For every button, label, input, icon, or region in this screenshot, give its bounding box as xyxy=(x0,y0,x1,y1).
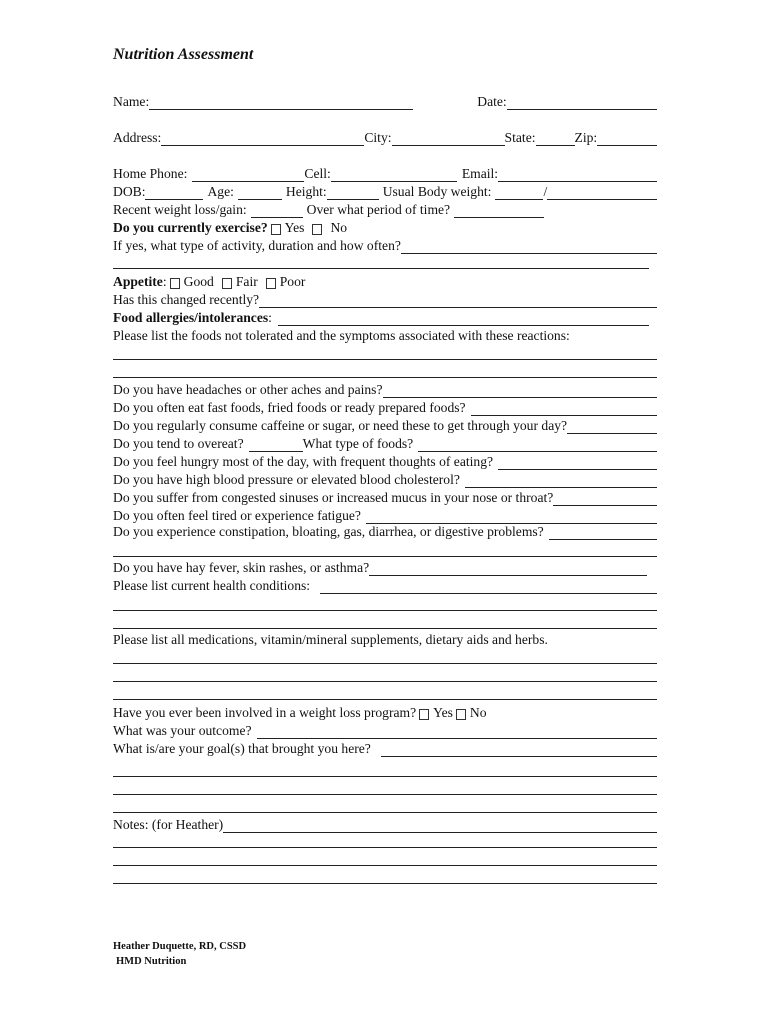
changed-field[interactable] xyxy=(259,295,657,308)
address-row xyxy=(113,128,657,146)
appetite-row xyxy=(113,272,657,290)
appetite-poor-checkbox[interactable] xyxy=(266,278,276,289)
age-label: Age: xyxy=(207,184,234,199)
headaches-field[interactable] xyxy=(383,385,658,398)
activity-field[interactable] xyxy=(401,241,657,254)
medications-line-1[interactable] xyxy=(113,663,657,664)
height-label: Height: xyxy=(285,184,327,199)
weight-slash: / xyxy=(543,184,548,199)
notes-field[interactable] xyxy=(223,820,657,833)
exercise-label: Do you currently exercise? xyxy=(113,220,268,235)
health-line-2[interactable] xyxy=(113,628,657,629)
notes-label: Notes: (for Heather) xyxy=(113,817,224,832)
weight-program-row xyxy=(113,703,657,721)
blood-pressure-field[interactable] xyxy=(465,475,657,488)
sinuses-field[interactable] xyxy=(553,493,657,506)
notes-line-3[interactable] xyxy=(113,883,657,884)
period-label: Over what period of time? xyxy=(306,202,451,217)
address-label: Address: xyxy=(113,130,162,145)
hungry-row xyxy=(113,452,657,470)
name-field[interactable] xyxy=(149,97,413,110)
date-label: Date: xyxy=(477,94,507,109)
goals-label: What is/are your goal(s) that brought you here? xyxy=(113,741,371,756)
exercise-no-checkbox[interactable] xyxy=(312,224,322,235)
allergies-list-row xyxy=(113,326,657,344)
email-label: Email: xyxy=(461,166,499,181)
exercise-yes-label: Yes xyxy=(284,220,305,235)
activity-row xyxy=(113,236,657,254)
food-type-label: What type of foods? xyxy=(302,436,414,451)
changed-label: Has this changed recently? xyxy=(113,292,260,307)
allergies-colon: : xyxy=(268,310,272,325)
dob-label: DOB: xyxy=(113,184,146,199)
goals-line-1[interactable] xyxy=(113,776,657,777)
blood-pressure-label: Do you have high blood pressure or elevated blood cholesterol? xyxy=(113,472,460,487)
hay-fever-row xyxy=(113,558,647,576)
activity-line[interactable] xyxy=(113,268,649,269)
sinuses-label: Do you suffer from congested sinuses or increased mucus in your nose or throat? xyxy=(113,490,554,505)
recent-weight-field[interactable] xyxy=(251,205,303,218)
appetite-fair-checkbox[interactable] xyxy=(222,278,232,289)
weight-program-no-label: No xyxy=(469,705,487,720)
allergies-label: Food allergies/intolerances xyxy=(113,310,269,325)
usual-weight-field-2[interactable] xyxy=(547,187,657,200)
notes-row xyxy=(113,815,657,833)
digestive-line[interactable] xyxy=(113,556,657,557)
name-label: Name: xyxy=(113,94,150,109)
allergies-list-label: Please list the foods not tolerated and the symptoms associated with these reactions: xyxy=(113,328,570,343)
overeat-label: Do you tend to overeat? xyxy=(113,436,244,451)
caffeine-row xyxy=(113,416,657,434)
date-field[interactable] xyxy=(507,97,657,110)
allergies-row xyxy=(113,308,649,326)
digestive-label: Do you experience constipation, bloating, gas, diarrhea, or digestive problems? xyxy=(113,524,544,539)
health-conditions-label: Please list current health conditions: xyxy=(113,578,311,593)
headaches-label: Do you have headaches or other aches and pains? xyxy=(113,382,383,397)
name-date-row xyxy=(113,92,657,110)
zip-field[interactable] xyxy=(597,133,657,146)
goals-row xyxy=(113,739,657,757)
health-line-1[interactable] xyxy=(113,610,657,611)
footer-name: Heather Duquette, RD, CSSD xyxy=(113,941,247,952)
changed-row xyxy=(113,290,657,308)
appetite-good-label: Good xyxy=(183,274,214,289)
food-type-field[interactable] xyxy=(418,439,657,452)
home-phone-label: Home Phone: xyxy=(113,166,188,181)
appetite-good-checkbox[interactable] xyxy=(170,278,180,289)
usual-weight-label: Usual Body weight: xyxy=(382,184,492,199)
notes-line-2[interactable] xyxy=(113,865,657,866)
state-label: State: xyxy=(504,130,536,145)
weight-program-yes-checkbox[interactable] xyxy=(419,709,429,720)
fast-foods-row xyxy=(113,398,657,416)
health-conditions-row xyxy=(113,576,657,594)
phone-row xyxy=(113,164,657,182)
fast-foods-field[interactable] xyxy=(471,403,657,416)
outcome-label: What was your outcome? xyxy=(113,723,252,738)
goals-line-3[interactable] xyxy=(113,812,657,813)
exercise-no-label: No xyxy=(330,220,348,235)
medications-label: Please list all medications, vitamin/mineral supplements, dietary aids and herbs. xyxy=(113,632,548,647)
medications-line-2[interactable] xyxy=(113,681,657,682)
overeat-row xyxy=(113,434,657,452)
appetite-fair-label: Fair xyxy=(235,274,258,289)
allergies-field[interactable] xyxy=(278,313,649,326)
dob-field[interactable] xyxy=(145,187,203,200)
recent-weight-label: Recent weight loss/gain: xyxy=(113,202,247,217)
goals-field[interactable] xyxy=(381,744,657,757)
overeat-field[interactable] xyxy=(249,439,303,452)
weight-program-no-checkbox[interactable] xyxy=(456,709,466,720)
address-field[interactable] xyxy=(161,133,364,146)
medications-line-3[interactable] xyxy=(113,699,657,700)
height-field[interactable] xyxy=(327,187,379,200)
state-field[interactable] xyxy=(536,133,575,146)
hay-fever-field[interactable] xyxy=(369,563,647,576)
appetite-label: Appetite xyxy=(113,274,163,289)
outcome-field[interactable] xyxy=(257,726,657,739)
headaches-row xyxy=(113,380,657,398)
sinuses-row xyxy=(113,488,657,506)
fast-foods-label: Do you often eat fast foods, fried foods or ready prepared foods? xyxy=(113,400,466,415)
cell-label: Cell: xyxy=(304,166,331,181)
notes-line-1[interactable] xyxy=(113,847,657,848)
usual-weight-field-1[interactable] xyxy=(495,187,543,200)
exercise-row xyxy=(113,218,657,236)
exercise-yes-checkbox[interactable] xyxy=(271,224,281,235)
hungry-field[interactable] xyxy=(498,457,657,470)
period-field[interactable] xyxy=(454,205,544,218)
cell-field[interactable] xyxy=(331,169,457,182)
digestive-field[interactable] xyxy=(549,527,657,540)
page-title: Nutrition Assessment xyxy=(113,46,254,63)
blood-pressure-row xyxy=(113,470,657,488)
city-label: City: xyxy=(364,130,392,145)
zip-label: Zip: xyxy=(574,130,598,145)
recent-weight-row xyxy=(113,200,657,218)
activity-label: If yes, what type of activity, duration and how often? xyxy=(113,238,401,253)
age-field[interactable] xyxy=(238,187,282,200)
allergies-line-2[interactable] xyxy=(113,377,657,378)
dob-row xyxy=(113,182,657,200)
hungry-label: Do you feel hungry most of the day, with frequent thoughts of eating? xyxy=(113,454,494,469)
caffeine-label: Do you regularly consume caffeine or sugar, or need these to get through your day? xyxy=(113,418,568,433)
appetite-colon: : xyxy=(162,274,167,289)
home-phone-field[interactable] xyxy=(192,169,304,182)
tired-label: Do you often feel tired or experience fatigue? xyxy=(113,508,361,523)
digestive-row xyxy=(113,522,657,540)
outcome-row xyxy=(113,721,657,739)
health-conditions-field[interactable] xyxy=(320,581,657,594)
footer-org: HMD Nutrition xyxy=(116,956,187,967)
appetite-poor-label: Poor xyxy=(279,274,306,289)
allergies-line-1[interactable] xyxy=(113,359,657,360)
weight-program-yes-label: Yes xyxy=(433,705,453,720)
goals-line-2[interactable] xyxy=(113,794,657,795)
hay-fever-label: Do you have hay fever, skin rashes, or asthma? xyxy=(113,560,370,575)
caffeine-field[interactable] xyxy=(567,421,657,434)
weight-program-label: Have you ever been involved in a weight loss program? xyxy=(113,705,417,720)
medications-row xyxy=(113,630,657,648)
email-field[interactable] xyxy=(498,169,657,182)
city-field[interactable] xyxy=(392,133,505,146)
